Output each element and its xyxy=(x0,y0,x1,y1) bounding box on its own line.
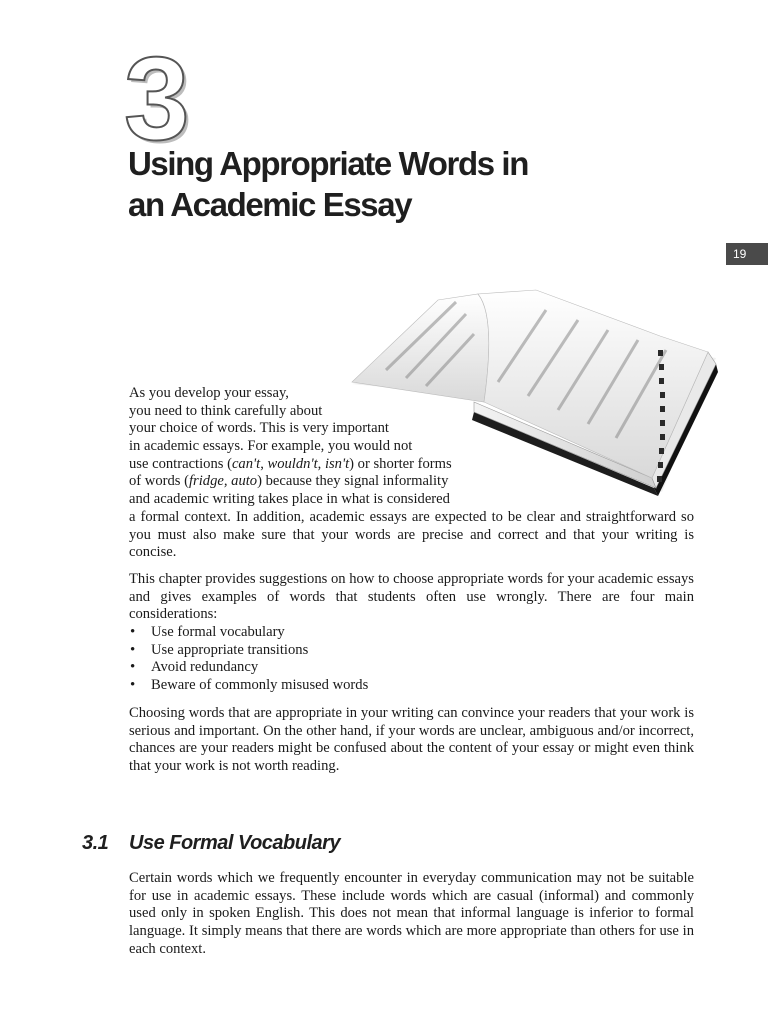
intro-line: in academic essays. For example, you would not xyxy=(129,438,413,454)
intro-text: , xyxy=(317,456,325,472)
intro-line: and academic writing takes place in what is considered xyxy=(129,491,450,507)
intro-text: ) or shorter forms xyxy=(349,456,452,472)
section-number: 3.1 xyxy=(82,832,109,854)
intro-line xyxy=(129,456,452,474)
intro-text: of words ( xyxy=(129,473,189,489)
intro-line xyxy=(129,473,448,491)
intro-text: use contractions ( xyxy=(129,456,232,472)
section-body: Certain words which we frequently encounter in everyday communication may not be suitable for use in academic essays. These include words which are casual (informal) and commonly used only in spoken English. This does not mean that informal language is inferior to formal language. It simply means that there are words which are more appropriate than others for use in each context. xyxy=(129,870,694,957)
contraction-example: can't xyxy=(231,456,261,472)
page-number: 19 xyxy=(726,243,768,265)
intro-continuation: a formal context. In addition, academic essays are expected to be clear and straightforward so you must also make sure that your words are precise and correct and that your writing is concise. xyxy=(129,509,694,561)
considerations-list xyxy=(129,624,368,695)
chapter-overview-paragraph: This chapter provides suggestions on how to choose appropriate words for your academic essays and gives examples of words that students often use wrongly. There are four main considerations: xyxy=(129,571,694,623)
chapter-title xyxy=(128,143,588,225)
list-item: • Use formal vocabulary xyxy=(129,624,368,642)
intro-line: your choice of words. This is very important xyxy=(129,420,389,436)
list-item: • Beware of commonly misused words xyxy=(129,677,368,695)
list-item: • Avoid redundancy xyxy=(129,659,368,677)
intro-line: you need to think carefully about xyxy=(129,403,323,419)
chapter-title-line-2: an Academic Essay xyxy=(128,186,412,223)
chapter-number: 3 xyxy=(124,33,190,165)
contraction-example: wouldn't xyxy=(267,456,318,472)
chapter-title-line-1: Using Appropriate Words in xyxy=(128,145,528,182)
short-form-example: fridge, auto xyxy=(189,473,258,489)
closing-paragraph: Choosing words that are appropriate in your writing can convince your readers that your work is serious and important. On the other hand, if your words are unclear, ambiguous and/or incorrect, chances are your readers might be confused about the content of your essay or might even think that your work is not worth reading. xyxy=(129,705,694,775)
intro-text: ) because they signal informality xyxy=(257,473,449,489)
section-title: Use Formal Vocabulary xyxy=(129,832,341,854)
contraction-example: isn't xyxy=(324,456,350,472)
intro-text: , xyxy=(260,456,268,472)
section-heading xyxy=(82,830,340,856)
list-item: • Use appropriate transitions xyxy=(129,642,368,660)
intro-line: As you develop your essay, xyxy=(129,385,289,401)
